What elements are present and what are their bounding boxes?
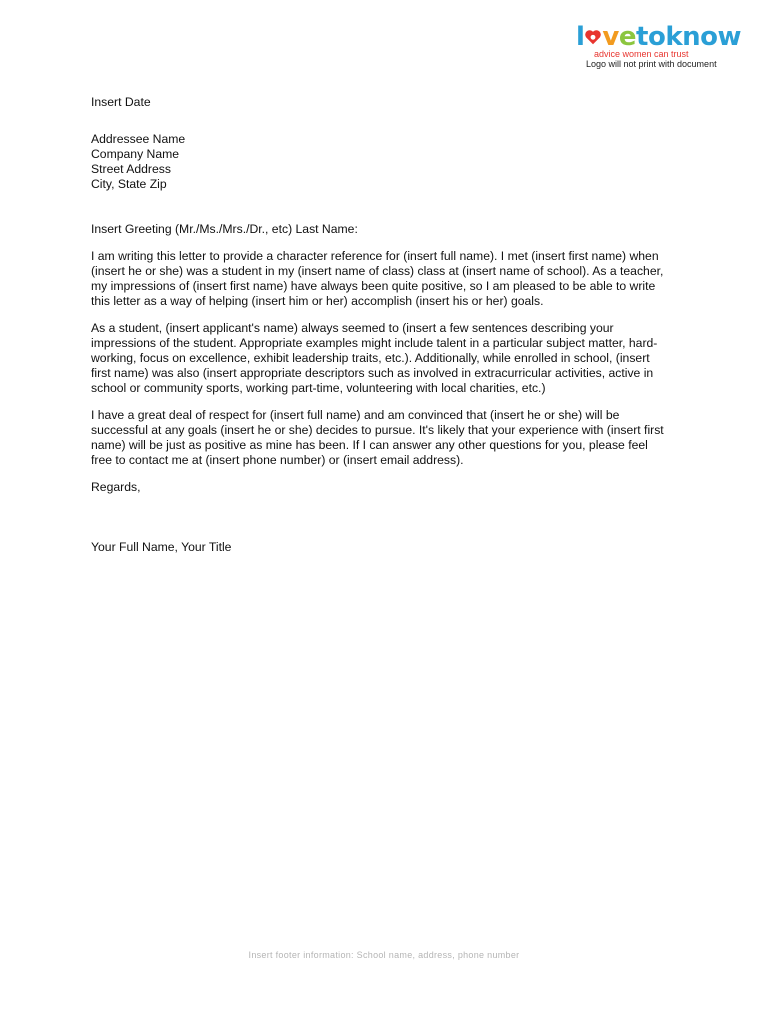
company-name: Company Name bbox=[91, 147, 180, 161]
paragraph-introduction: I am writing this letter to provide a character reference for (insert full name). I met (insert first name) when (insert he or she) was a student in my (insert name of class) class at (insert name of school). As a teacher, my impressions of (insert first name) have always been quite positive, so I am pleased to be able to write this letter as a way of helping (insert him or her) accomplish (insert his or her) goals. bbox=[91, 249, 664, 308]
letter-greeting: Insert Greeting (Mr./Ms./Mrs./Dr., etc) Last Name: bbox=[91, 222, 358, 236]
street-address: Street Address bbox=[91, 162, 171, 176]
letter-closing: Regards, bbox=[91, 480, 141, 494]
lovetoknow-logo bbox=[576, 22, 742, 72]
paragraph-conclusion: I have a great deal of respect for (insert full name) and am convinced that (insert he or she) will be successful at any goals (insert he or she) decides to pursue. It's likely that your experience with (insert first name) will be just as positive as mine has been. If I can answer any other questions for you, please feel free to contact me at (insert phone number) or (insert email address). bbox=[91, 408, 664, 467]
logo-letter-l: l bbox=[576, 22, 585, 52]
city-state-zip: City, State Zip bbox=[91, 177, 167, 191]
addressee-name: Addressee Name bbox=[91, 132, 186, 146]
logo-letter-v: v bbox=[602, 22, 619, 52]
page-footer: Insert footer information: School name, address, phone number bbox=[248, 950, 520, 960]
letter-body bbox=[91, 95, 671, 555]
addressee-block bbox=[91, 132, 671, 192]
logo-letters-toknow: toknow bbox=[636, 22, 742, 52]
logo-tagline: advice women can trust bbox=[594, 49, 689, 59]
logo-wordmark bbox=[576, 22, 741, 52]
letter-signature: Your Full Name, Your Title bbox=[91, 540, 232, 554]
heart-o-icon bbox=[584, 28, 602, 46]
logo-print-note: Logo will not print with document bbox=[586, 59, 717, 69]
paragraph-impressions: As a student, (insert applicant's name) always seemed to (insert a few sentences describing your impressions of the student. Appropriate examples might include talent in a particular subject matter, hard-working, focus on excellence, exhibit leadership traits, etc.). Additionally, while enrolled in school, (insert first name) was also (insert appropriate descriptors such as involved in extracurricular activities, active in school or community sports, working part-time, volunteering with local charities, etc.) bbox=[91, 321, 658, 395]
letter-date: Insert Date bbox=[91, 95, 151, 109]
logo-letter-e: e bbox=[618, 22, 637, 52]
